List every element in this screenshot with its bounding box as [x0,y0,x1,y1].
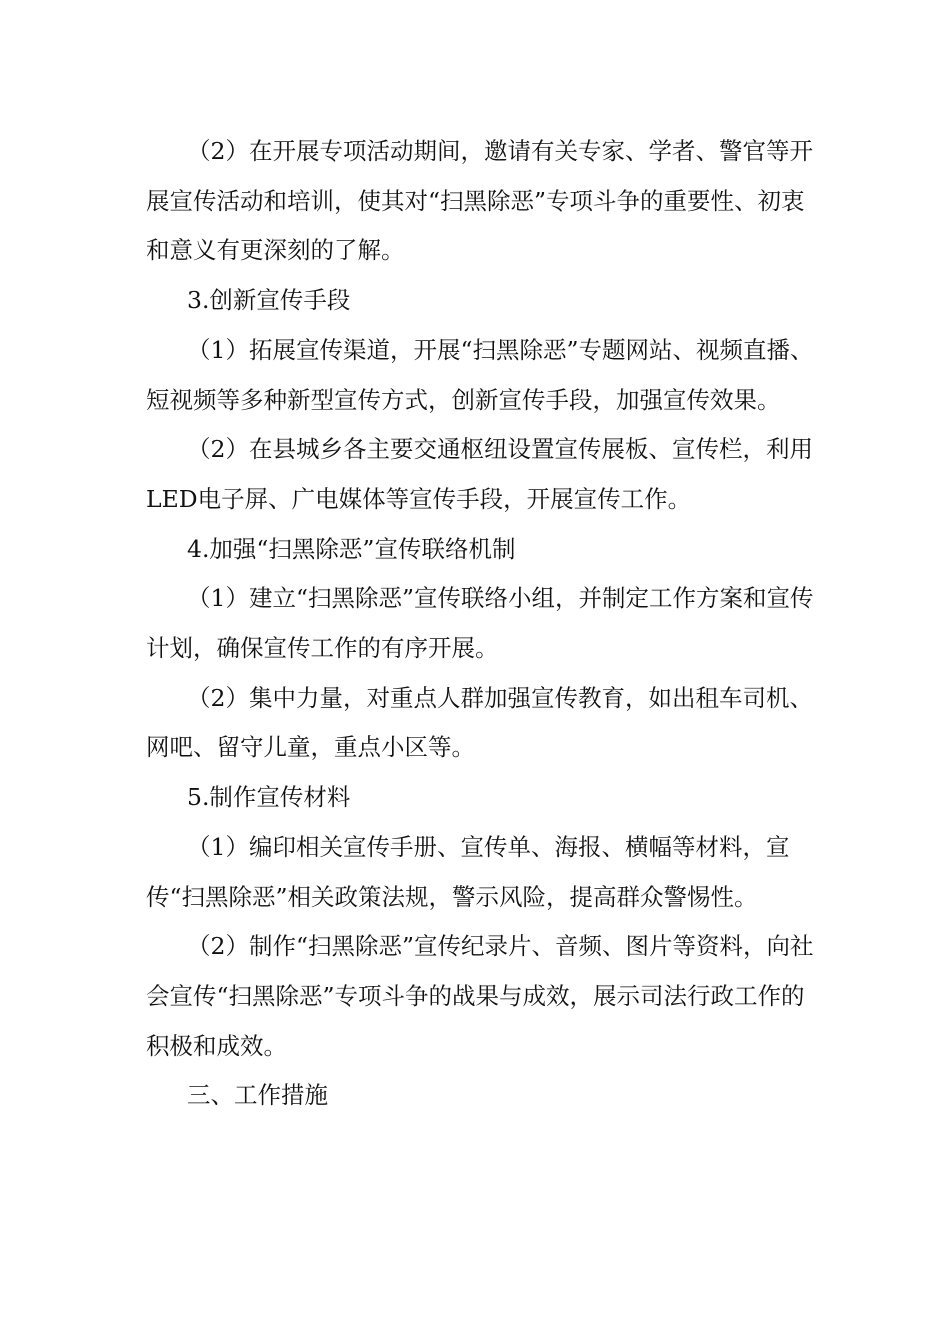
paragraph-expert-training: （2）在开展专项活动期间，邀请有关专家、学者、警官等开展宣传活动和培训，使其对“扫黑除恶”专项斗争的重要性、初衷和意义有更深刻的了解。 [146,137,813,265]
paragraph-expand-channels: （1）拓展宣传渠道，开展“扫黑除恶”专题网站、视频直播、短视频等多种新型宣传方式，创新宣传手段，加强宣传效果。 [146,335,814,414]
heading-innovate-publicity: 3.创新宣传手段 [187,286,351,315]
paragraph-print-materials: （1）编印相关宣传手册、宣传单、海报、横幅等材料，宣传“扫黑除恶”相关政策法规，警示风险，提高群众警惕性。 [146,832,790,911]
heading-materials: 5.制作宣传材料 [187,783,351,812]
heading-liaison-mechanism: 4.加强“扫黑除恶”宣传联络机制 [187,534,516,563]
heading-work-measures: 三、工作措施 [187,1081,328,1110]
paragraph-documentary: （2）制作“扫黑除恶”宣传纪录片、音频、图片等资料，向社会宣传“扫黑除恶”专项斗争的战果与成效，展示司法行政工作的积极和成效。 [146,932,814,1060]
paragraph-key-groups: （2）集中力量，对重点人群加强宣传教育，如出租车司机、网吧、留守儿童，重点小区等。 [146,683,813,762]
paragraph-transport-hubs: （2）在县城乡各主要交通枢纽设置宣传展板、宣传栏，利用LED电子屏、广电媒体等宣传手段，开展宣传工作。 [146,435,813,513]
paragraph-liaison-group: （1）建立“扫黑除恶”宣传联络小组，并制定工作方案和宣传计划，确保宣传工作的有序开展。 [146,584,814,663]
document-body [146,127,826,1121]
